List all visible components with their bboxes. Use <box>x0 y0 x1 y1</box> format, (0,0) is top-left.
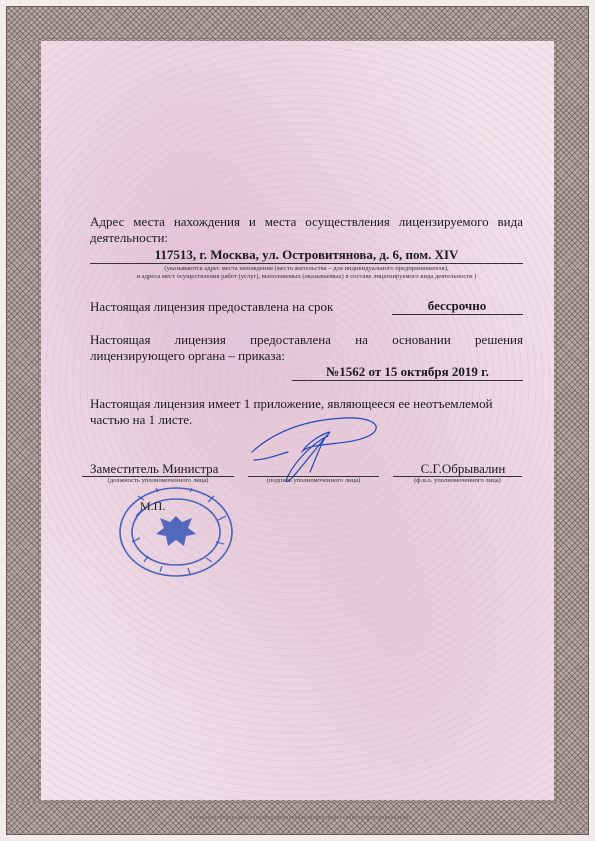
term-value: бессрочно <box>427 298 487 313</box>
address-value: 117513, г. Москва, ул. Островитянова, д. 6, пом. XIV <box>154 247 459 262</box>
appendix-line1: Настоящая лицензия имеет 1 приложение, являющееся ее неотъемлемой <box>90 396 493 411</box>
address-heading-line1: Адрес места нахождения и места осуществления лицензируемого вида <box>90 214 523 229</box>
position-hint: (должность уполномоченного лица) <box>107 477 209 484</box>
signer-name: С.Г.Обрывалин <box>420 461 506 476</box>
address-underline <box>90 263 523 264</box>
basis-line2: лицензирующего органа – приказа: <box>90 348 285 363</box>
basis-line1: Настоящая лицензия предоставлена на основании решения <box>90 332 523 347</box>
signature-hint: (подпись уполномоченного лица) <box>266 477 361 484</box>
address-heading-line2: деятельности: <box>90 230 169 245</box>
official-stamp <box>118 486 234 578</box>
basis-underline <box>292 380 523 381</box>
stamp-mp-label: М.П. <box>140 499 166 513</box>
term-underline <box>392 314 523 315</box>
appendix-line2: частью на 1 листе. <box>90 412 193 427</box>
printer-microtext <box>190 816 410 819</box>
name-hint: (ф.и.о. уполномоченного лица) <box>414 477 501 484</box>
address-hint-line2: и адреса мест осуществления работ (услуг), выполняемых (оказываемых) в составе лицензируемого вида деятельности ) <box>136 273 477 280</box>
basis-value: №1562 от 15 октября 2019 г. <box>326 364 489 379</box>
term-label: Настоящая лицензия предоставлена на срок <box>90 299 334 314</box>
signer-position: Заместитель Министра <box>90 461 219 476</box>
address-hint-line1: (указываются адрес места нахождения (место жительства – для индивидуального предпринимателя), <box>164 265 449 272</box>
